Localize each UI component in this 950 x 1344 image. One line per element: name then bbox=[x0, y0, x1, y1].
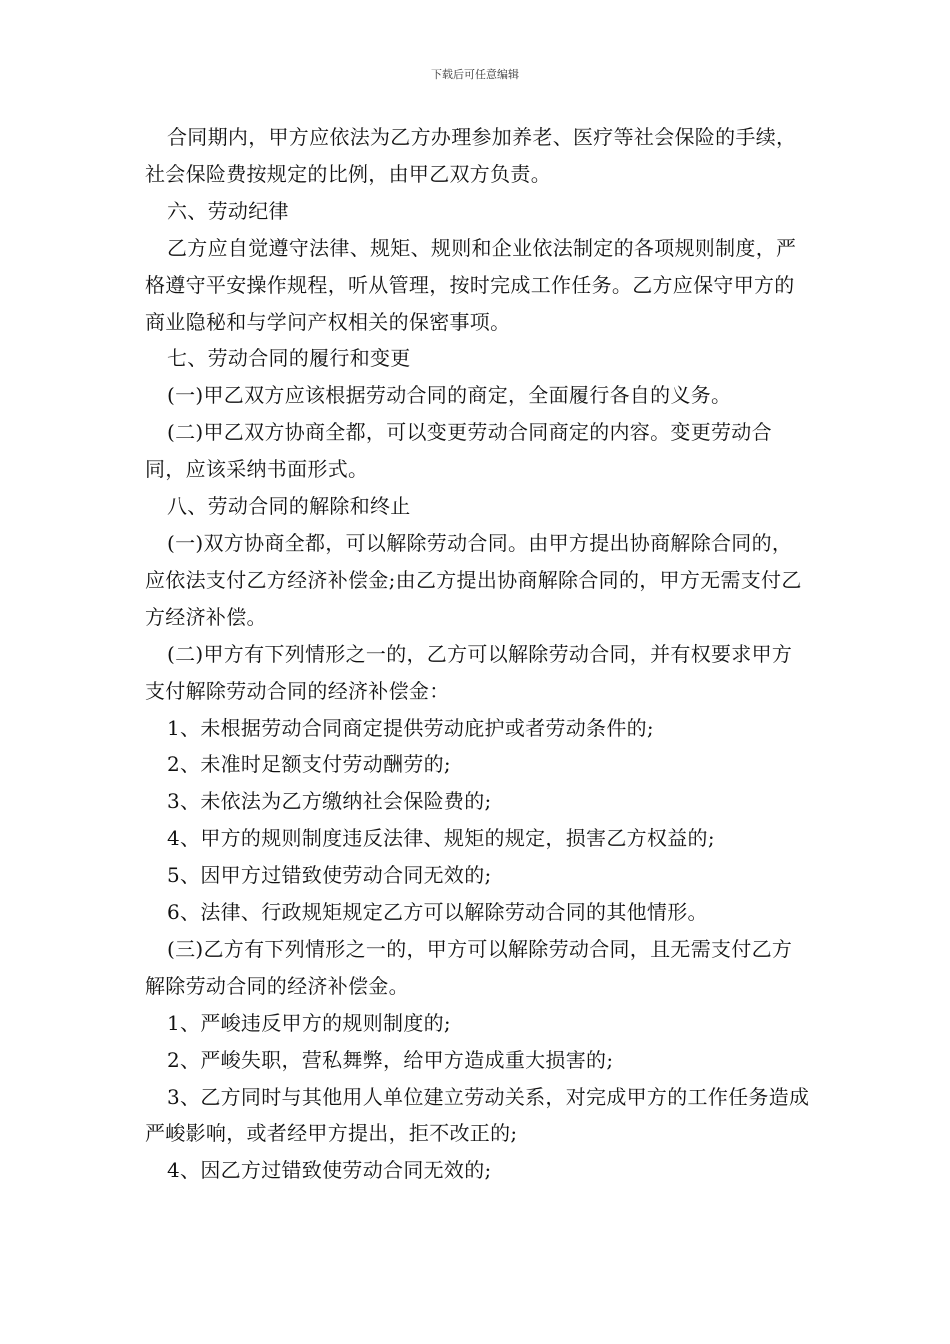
paragraph-discipline: 乙方应自觉遵守法律、规矩、规则和企业依法制定的各项规则制度，严格遵守平安操作规程，听从管理，按时完成工作任务。乙方应保守甲方的商业隐秘和与学问产权相关的保密事项。 bbox=[145, 235, 797, 334]
paragraph-termination-2: (二)甲方有下列情形之一的，乙方可以解除劳动合同，并有权要求甲方支付解除劳动合同的经济补偿金： bbox=[145, 641, 793, 703]
paragraph-performance-1: (一)甲乙双方应该根据劳动合同的商定，全面履行各自的义务。 bbox=[167, 383, 732, 408]
section-heading-performance: 七、劳动合同的履行和变更 bbox=[167, 346, 411, 371]
list-item: 1、严峻违反甲方的规则制度的; bbox=[167, 1010, 451, 1035]
paragraph-social-insurance: 合同期内，甲方应依法为乙方办理参加养老、医疗等社会保险的手续，社会保险费按规定的比例，由甲乙双方负责。 bbox=[145, 125, 797, 186]
list-item: 3、未依法为乙方缴纳社会保险费的; bbox=[167, 789, 492, 814]
list-item: 4、因乙方过错致使劳动合同无效的; bbox=[167, 1158, 492, 1183]
list-item: 1、未根据劳动合同商定提供劳动庇护或者劳动条件的; bbox=[167, 715, 654, 740]
header-note: 下载后可任意编辑 bbox=[431, 68, 519, 81]
list-item: 6、法律、行政规矩规定乙方可以解除劳动合同的其他情形。 bbox=[167, 900, 708, 925]
list-item: 2、未准时足额支付劳动酬劳的; bbox=[167, 752, 451, 777]
list-item: 5、因甲方过错致使劳动合同无效的; bbox=[167, 863, 492, 888]
paragraph-termination-3: (三)乙方有下列情形之一的，甲方可以解除劳动合同，且无需支付乙方解除劳动合同的经济补偿金。 bbox=[145, 936, 793, 998]
section-heading-discipline: 六、劳动纪律 bbox=[167, 198, 289, 223]
document-body bbox=[145, 119, 810, 1189]
list-item: 4、甲方的规则制度违反法律、规矩的规定，损害乙方权益的; bbox=[167, 826, 715, 851]
paragraph-performance-2: (二)甲乙双方协商全都，可以变更劳动合同商定的内容。变更劳动合同，应该采纳书面形式。 bbox=[145, 420, 772, 482]
section-heading-termination: 八、劳动合同的解除和终止 bbox=[167, 494, 411, 519]
list-item: 2、严峻失职，营私舞弊，给甲方造成重大损害的; bbox=[167, 1047, 614, 1072]
list-item-wrapped: 3、乙方同时与其他用人单位建立劳动关系，对完成甲方的工作任务造成严峻影响，或者经甲方提出，拒不改正的; bbox=[145, 1084, 810, 1146]
paragraph-termination-1: (一)双方协商全都，可以解除劳动合同。由甲方提出协商解除合同的，应依法支付乙方经济补偿金;由乙方提出协商解除合同的，甲方无需支付乙方经济补偿。 bbox=[145, 530, 802, 629]
